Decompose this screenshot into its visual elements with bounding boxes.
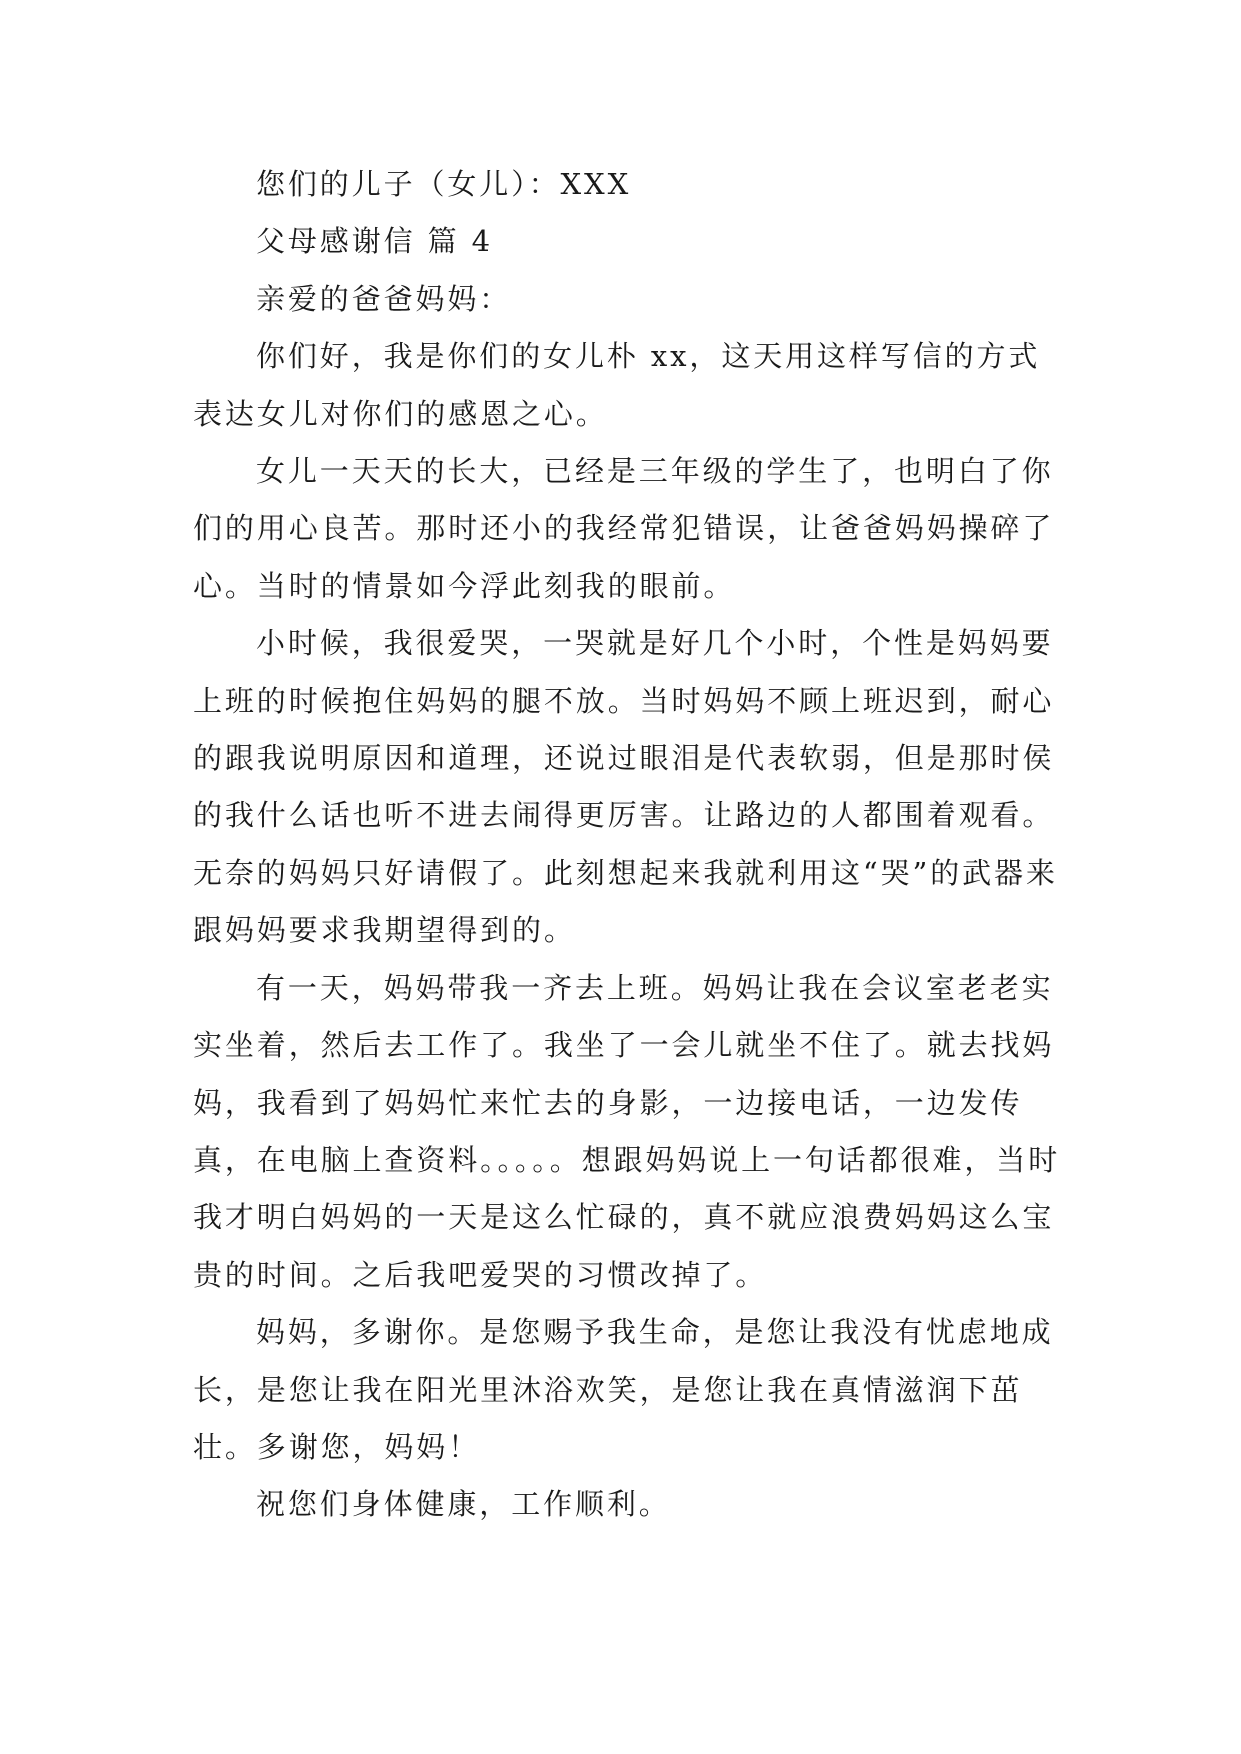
letter-heading: 父母感谢信 篇 4 [256, 224, 493, 259]
closing-line: 祝您们身体健康，工作顺利。 [256, 1487, 671, 1522]
signature-line: 您们的儿子（女儿）：XXX [256, 167, 632, 201]
paragraph-growing-up: 女儿一天天的长大，已经是三年级的学生了，也明白了你们的用心良苦。那时还小的我经常犯错误，让爸爸妈妈操碎了心。当时的情景如今浮此刻我的眼前。 [193, 454, 1055, 603]
letter-body [193, 156, 1063, 1534]
paragraph-workday: 有一天，妈妈带我一齐去上班。妈妈让我在会议室老老实实坐着，然后去工作了。我坐了一会儿就坐不住了。就去找妈妈，我看到了妈妈忙来忙去的身影，一边接电话，一边发传真，在电脑上查资料。。。。。想跟妈妈说上一句话都很难，当时我才明白妈妈的一天是这么忙碌的，真不就应浪费妈妈这么宝贵的时间。之后我吧爱哭的习惯改掉了。 [193, 970, 1061, 1292]
paragraph-greeting: 你们好，我是你们的女儿朴 xx，这天用这样写信的方式表达女儿对你们的感恩之心。 [193, 339, 1041, 431]
paragraph-thanks: 妈妈，多谢你。是您赐予我生命，是您让我没有忧虑地成长，是您让我在阳光里沐浴欢笑，是您让我在真情滋润下茁壮。多谢您，妈妈！ [193, 1315, 1054, 1464]
salutation: 亲爱的爸爸妈妈： [256, 281, 512, 316]
paragraph-crying: 小时候，我很爱哭，一哭就是好几个小时，个性是妈妈要上班的时候抱住妈妈的腿不放。当时妈妈不顾上班迟到，耐心的跟我说明原因和道理，还说过眼泪是代表软弱，但是那时侯的我什么话也听不进去闹得更厉害。让路边的人都围着观看。无奈的妈妈只好请假了。此刻想起来我就利用这“哭”的武器来跟妈妈要求我期望得到的。 [193, 626, 1058, 948]
